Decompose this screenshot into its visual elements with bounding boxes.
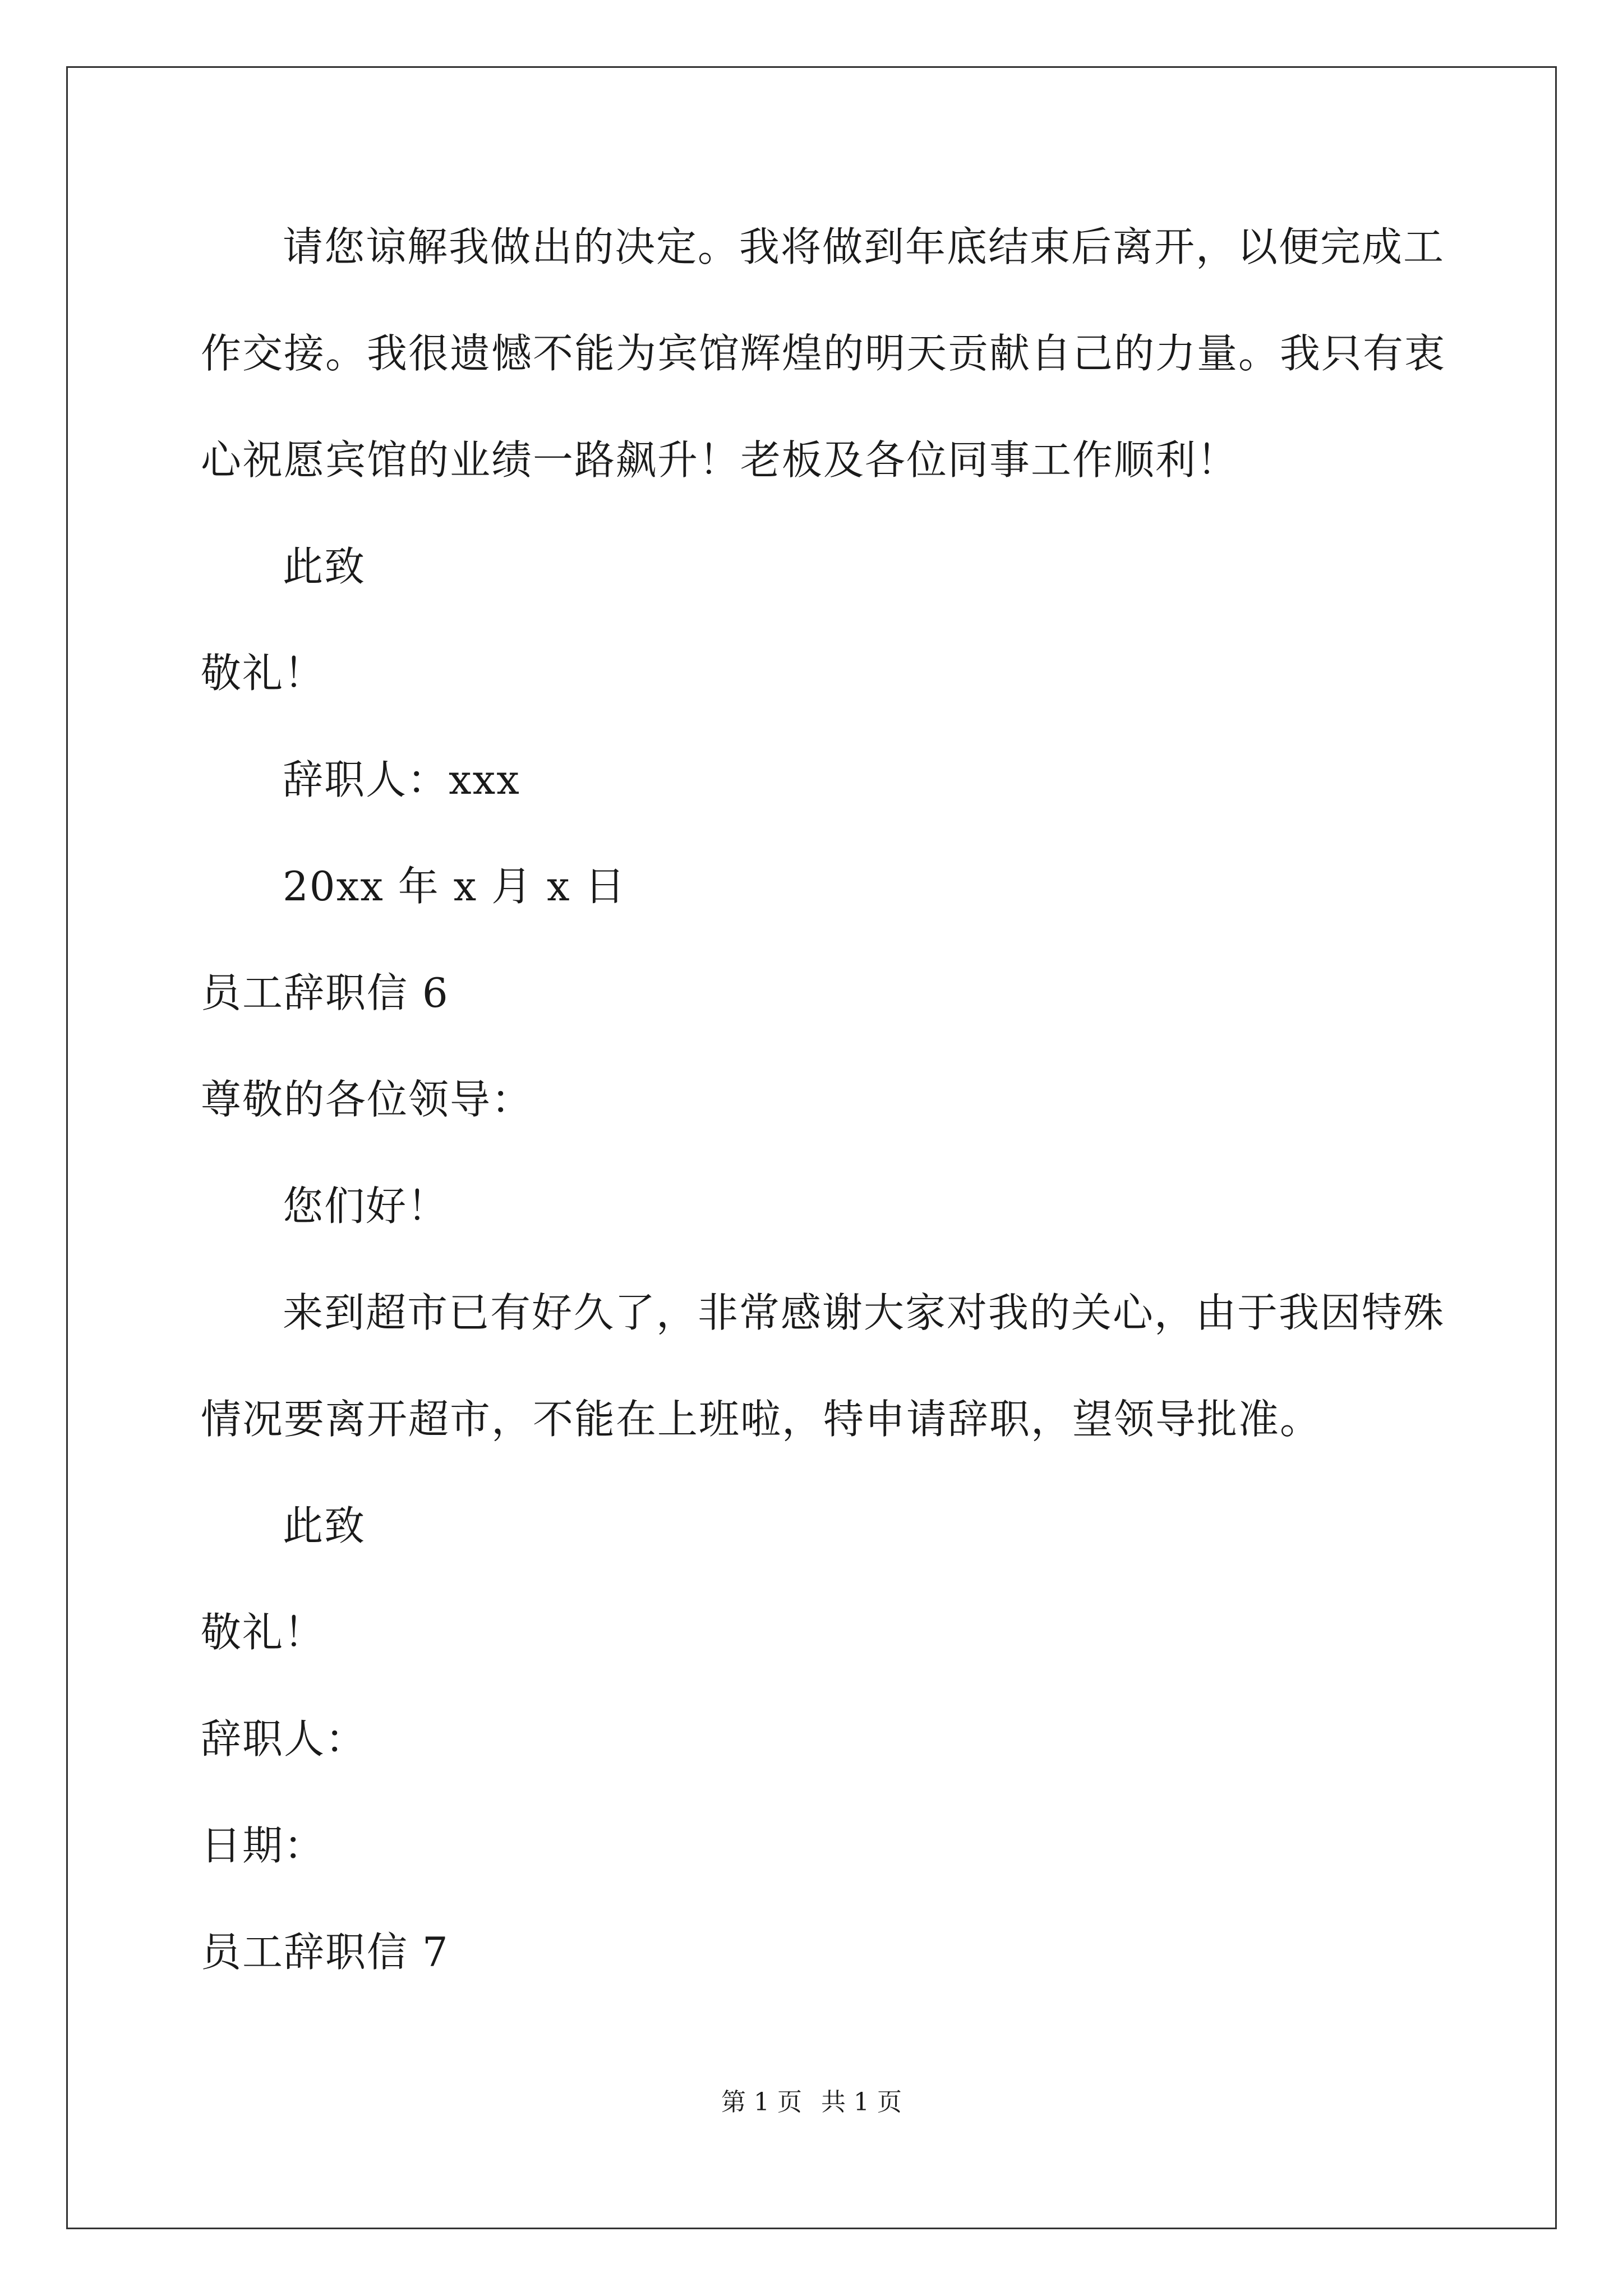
page-frame bbox=[66, 66, 1557, 2229]
closing-regards: 敬礼！ bbox=[201, 650, 326, 697]
letter-hello: 您们好！ bbox=[283, 1182, 449, 1230]
body-line-5: 情况要离开超市，不能在上班啦，特申请辞职，望领导批准。 bbox=[201, 1396, 1322, 1443]
page-total: 共 1 页 bbox=[821, 2088, 902, 2116]
signature-line: 辞职人：xxx bbox=[283, 756, 520, 803]
section-heading-6: 员工辞职信 6 bbox=[201, 969, 449, 1016]
section-heading-7: 员工辞职信 7 bbox=[201, 1929, 449, 1976]
letter-greeting: 尊敬的各位领导： bbox=[201, 1076, 533, 1123]
body-line-3: 心祝愿宾馆的业绩一路飙升！老板及各位同事工作顺利！ bbox=[201, 436, 1239, 484]
body-line-2: 作交接。我很遗憾不能为宾馆辉煌的明天贡献自己的力量。我只有衷 bbox=[201, 330, 1446, 377]
body-line-1: 请您谅解我做出的决定。我将做到年底结束后离开，以便完成工 bbox=[283, 223, 1445, 270]
closing-salutation-2: 此致 bbox=[283, 1502, 366, 1549]
closing-regards-2: 敬礼！ bbox=[201, 1609, 326, 1656]
body-line-4: 来到超市已有好久了，非常感谢大家对我的关心，由于我因特殊 bbox=[283, 1289, 1445, 1336]
date-line-2: 日期： bbox=[201, 1822, 326, 1869]
closing-salutation: 此致 bbox=[283, 543, 366, 590]
date-line: 20xx 年 x 月 x 日 bbox=[283, 863, 626, 910]
page-footer bbox=[0, 2086, 1623, 2119]
page-number: 第 1 页 bbox=[721, 2088, 802, 2116]
signature-line-2: 辞职人： bbox=[201, 1715, 367, 1763]
